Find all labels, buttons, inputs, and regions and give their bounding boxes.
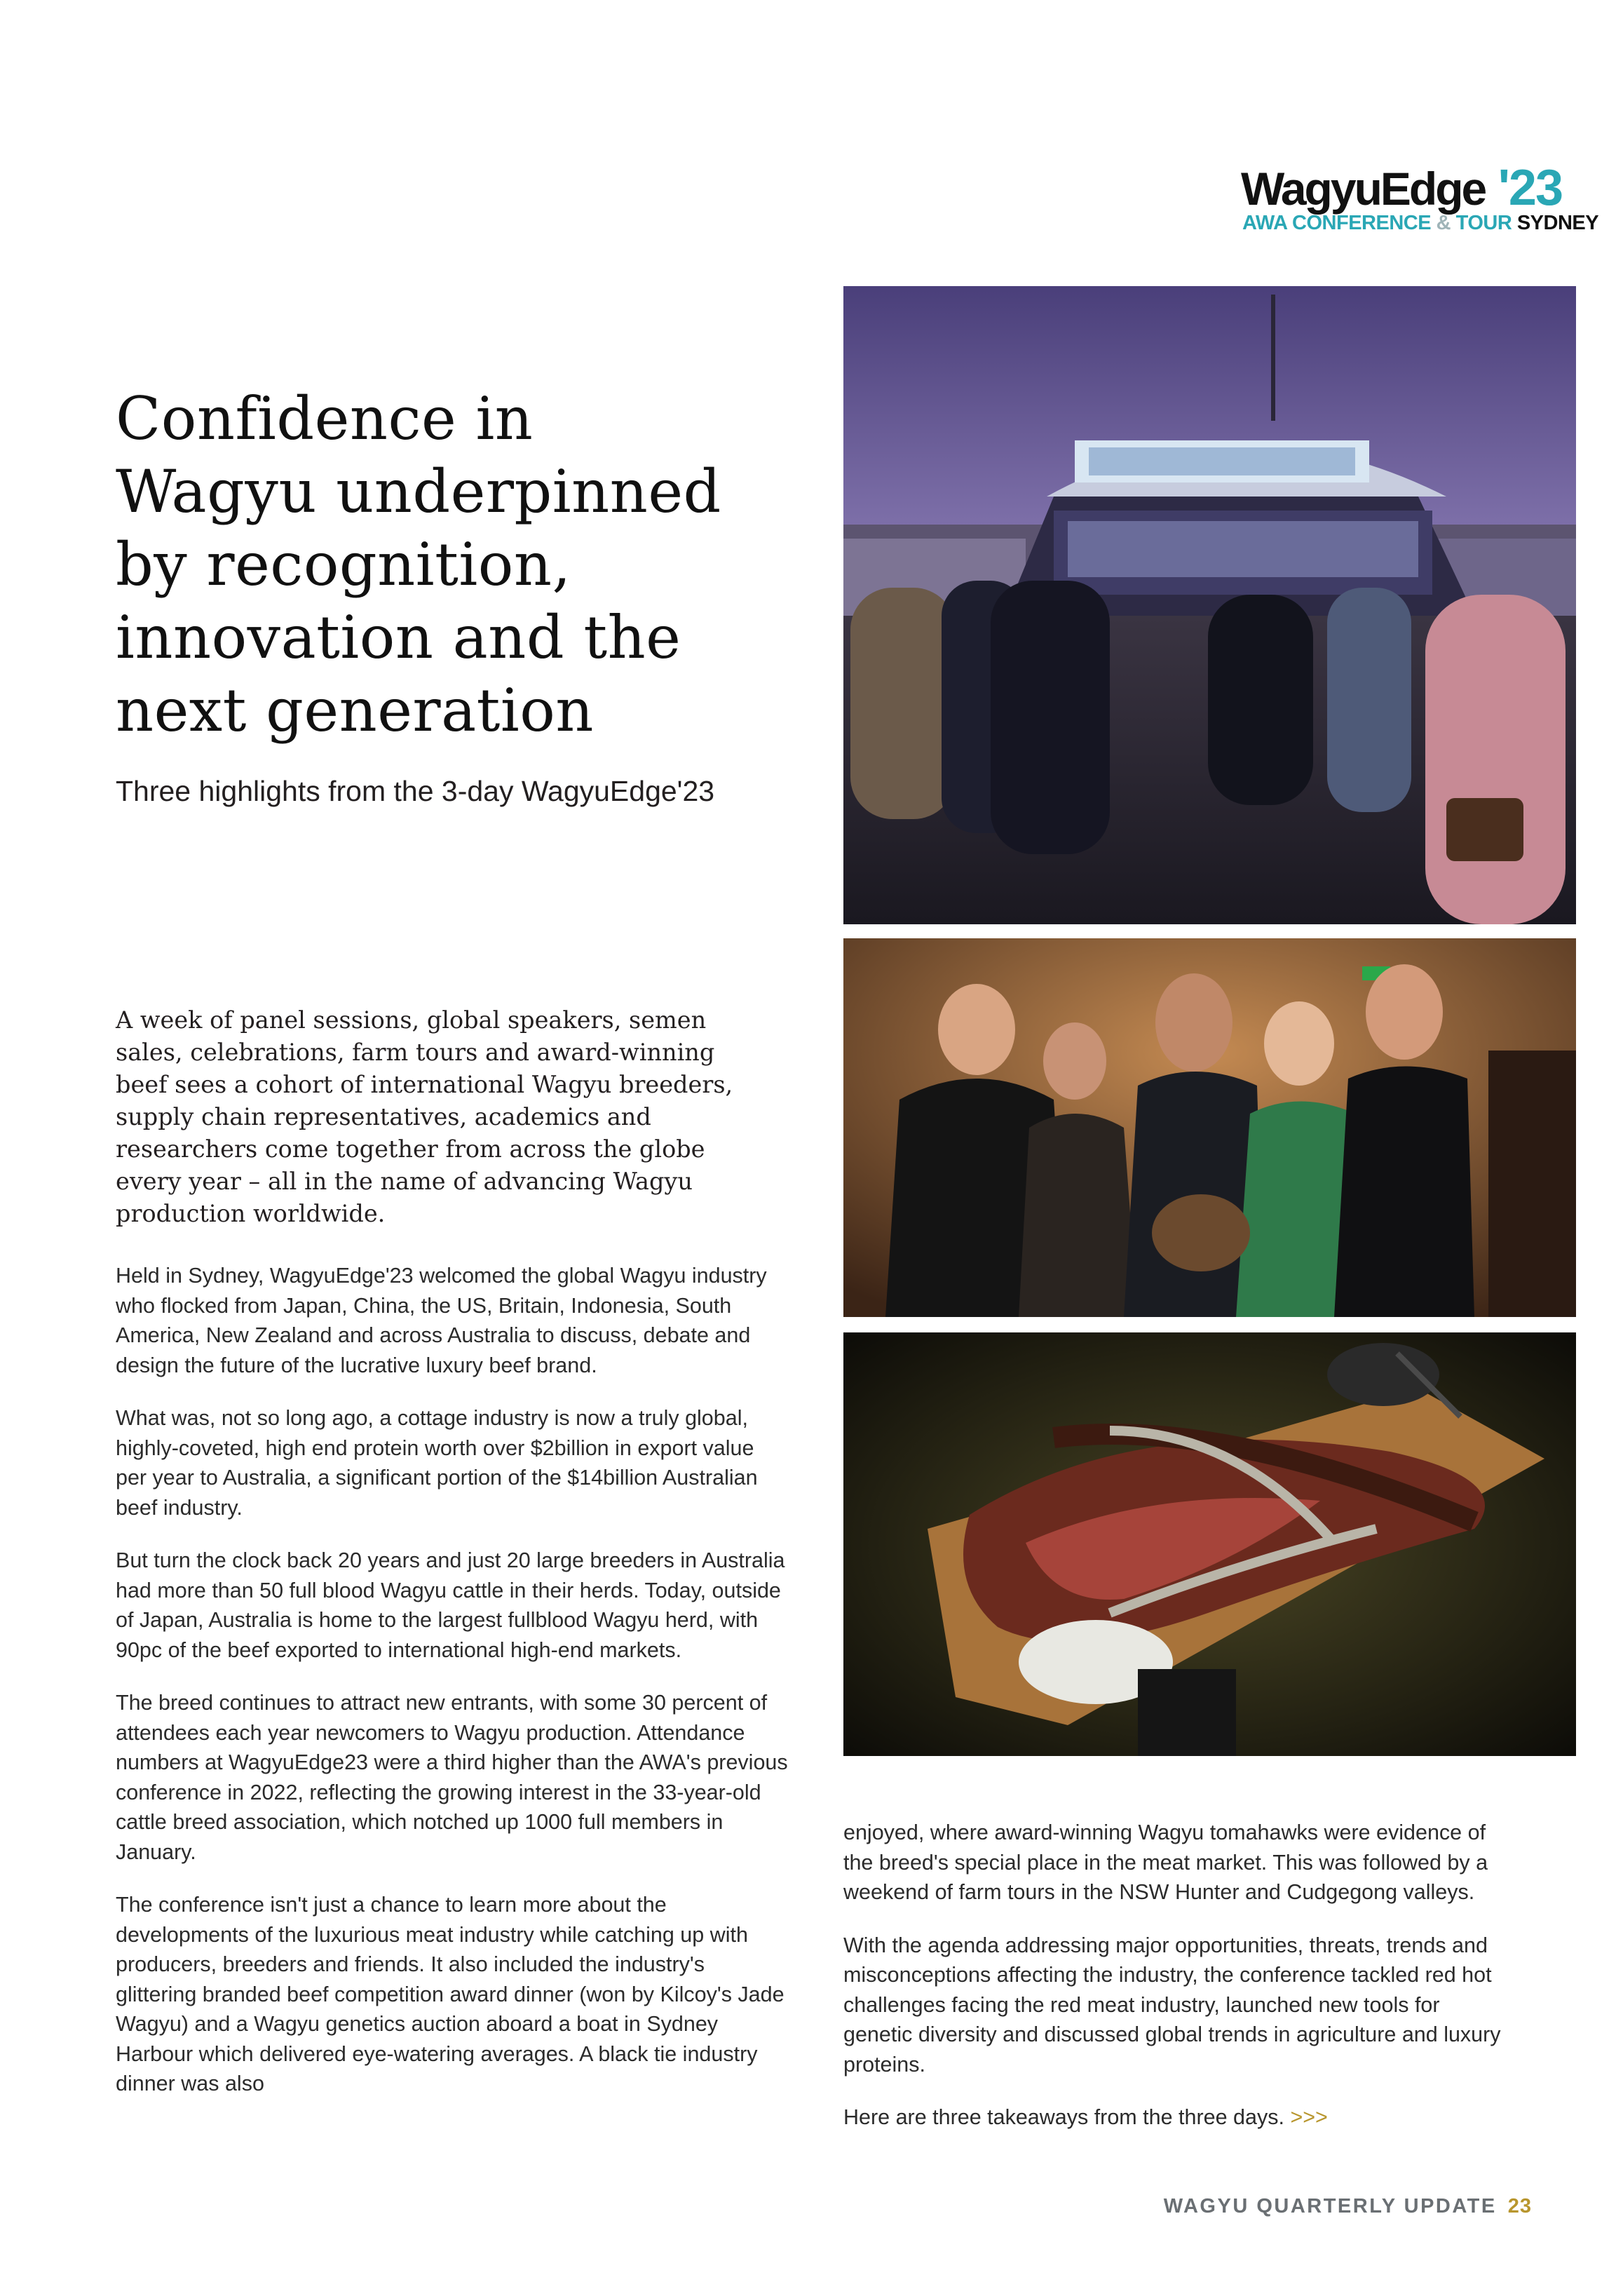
body-paragraph: The breed continues to attract new entrants, with some 30 percent of attendees each year newcomers to Wagyu production. Attendance numbers at WagyuEdge23 were a third higher than the AWA's previous conference in 2022, reflecting the growing interest in the 33-year-old cattle breed association, which notched up 1000 full members in January. <box>116 1691 788 1864</box>
body-paragraph: enjoyed, where award-winning Wagyu tomahawks were evidence of the breed's special place in the meat market. This was followed by a weekend of farm tours in the NSW Hunter and Cudgegong valleys. <box>843 1821 1488 1904</box>
logo-sub-amp: & <box>1436 212 1451 234</box>
closing-text: Here are three takeaways from the three days. <box>843 2105 1284 2129</box>
body-column-left <box>116 1261 789 2122</box>
page-number: 23 <box>1507 2195 1532 2217</box>
body-paragraph: What was, not so long ago, a cottage industry is now a truly global, highly-coveted, high end protein worth over $2billion in export value per year to Australia, a significant portion of the $14billion Australian beef industry. <box>116 1406 758 1520</box>
photo-harbour-boat <box>843 286 1576 924</box>
logo-sub-city: SYDNEY <box>1516 212 1599 234</box>
headline-line: innovation and the <box>116 603 681 672</box>
body-paragraph: Held in Sydney, WagyuEdge'23 welcomed the global Wagyu industry who flocked from Japan, China, the US, Britain, Indonesia, South America, New Zealand and across Australia to discuss, debate and design the future of the lucrative luxury beef brand. <box>116 1264 767 1377</box>
headline-line: by recognition, <box>116 530 571 599</box>
article-headline <box>116 382 817 747</box>
closing-paragraph <box>843 2102 1509 2133</box>
page-footer <box>1164 2195 1532 2218</box>
logo-wordmark: WagyuEdge <box>1241 163 1486 215</box>
logo-sub-awa: AWA CONFERENCE <box>1242 212 1432 234</box>
photo-dinner-guests <box>843 938 1576 1317</box>
logo-year: '23 <box>1498 160 1562 216</box>
article-subheading: Three highlights from the 3-day WagyuEdge'23 <box>116 775 715 807</box>
logo-subtitle <box>1242 212 1599 234</box>
publication-name: WAGYU QUARTERLY UPDATE <box>1163 2195 1497 2217</box>
logo-top-row <box>1241 160 1563 216</box>
headline-line: Wagyu underpinned <box>116 457 721 526</box>
continue-arrow: >>> <box>1290 2105 1328 2129</box>
wagyuedge-logo <box>1241 160 1599 236</box>
article-intro: A week of panel sessions, global speakers, semen sales, celebrations, farm tours and award-winning beef sees a cohort of international Wagyu breeders, supply chain representatives, academics and researchers come together from across the globe every year – all in the name of advancing Wagyu production worldwide. <box>116 1006 733 1227</box>
logo-sub-tour: TOUR <box>1455 212 1512 234</box>
body-paragraph: But turn the clock back 20 years and just 20 large breeders in Australia had more than 50 full blood Wagyu cattle in their herds. Today, outside of Japan, Australia is home to the largest fullblood Wagyu herd, with 90pc of the beef exported to international high-end markets. <box>116 1548 785 1662</box>
headline-line: next generation <box>116 676 594 745</box>
headline-line: Confidence in <box>116 384 534 453</box>
body-column-right <box>843 1818 1509 2156</box>
body-paragraph: With the agenda addressing major opportunities, threats, trends and misconceptions affecting the industry, the conference tackled red hot challenges facing the red meat industry, launched new tools for genetic diversity and discussed global trends in agriculture and luxury proteins. <box>843 1933 1501 2076</box>
body-paragraph: The conference isn't just a chance to learn more about the developments of the luxurious meat industry while catching up with producers, breeders and friends. It also included the industry's glittering branded beef competition award dinner (won by Kilcoy's Jade Wagyu) and a Wagyu genetics auction aboard a boat in Sydney Harbour which delivered eye-watering averages. A black tie industry dinner was also <box>116 1893 785 2095</box>
photo-tomahawk-steak <box>843 1332 1576 1756</box>
